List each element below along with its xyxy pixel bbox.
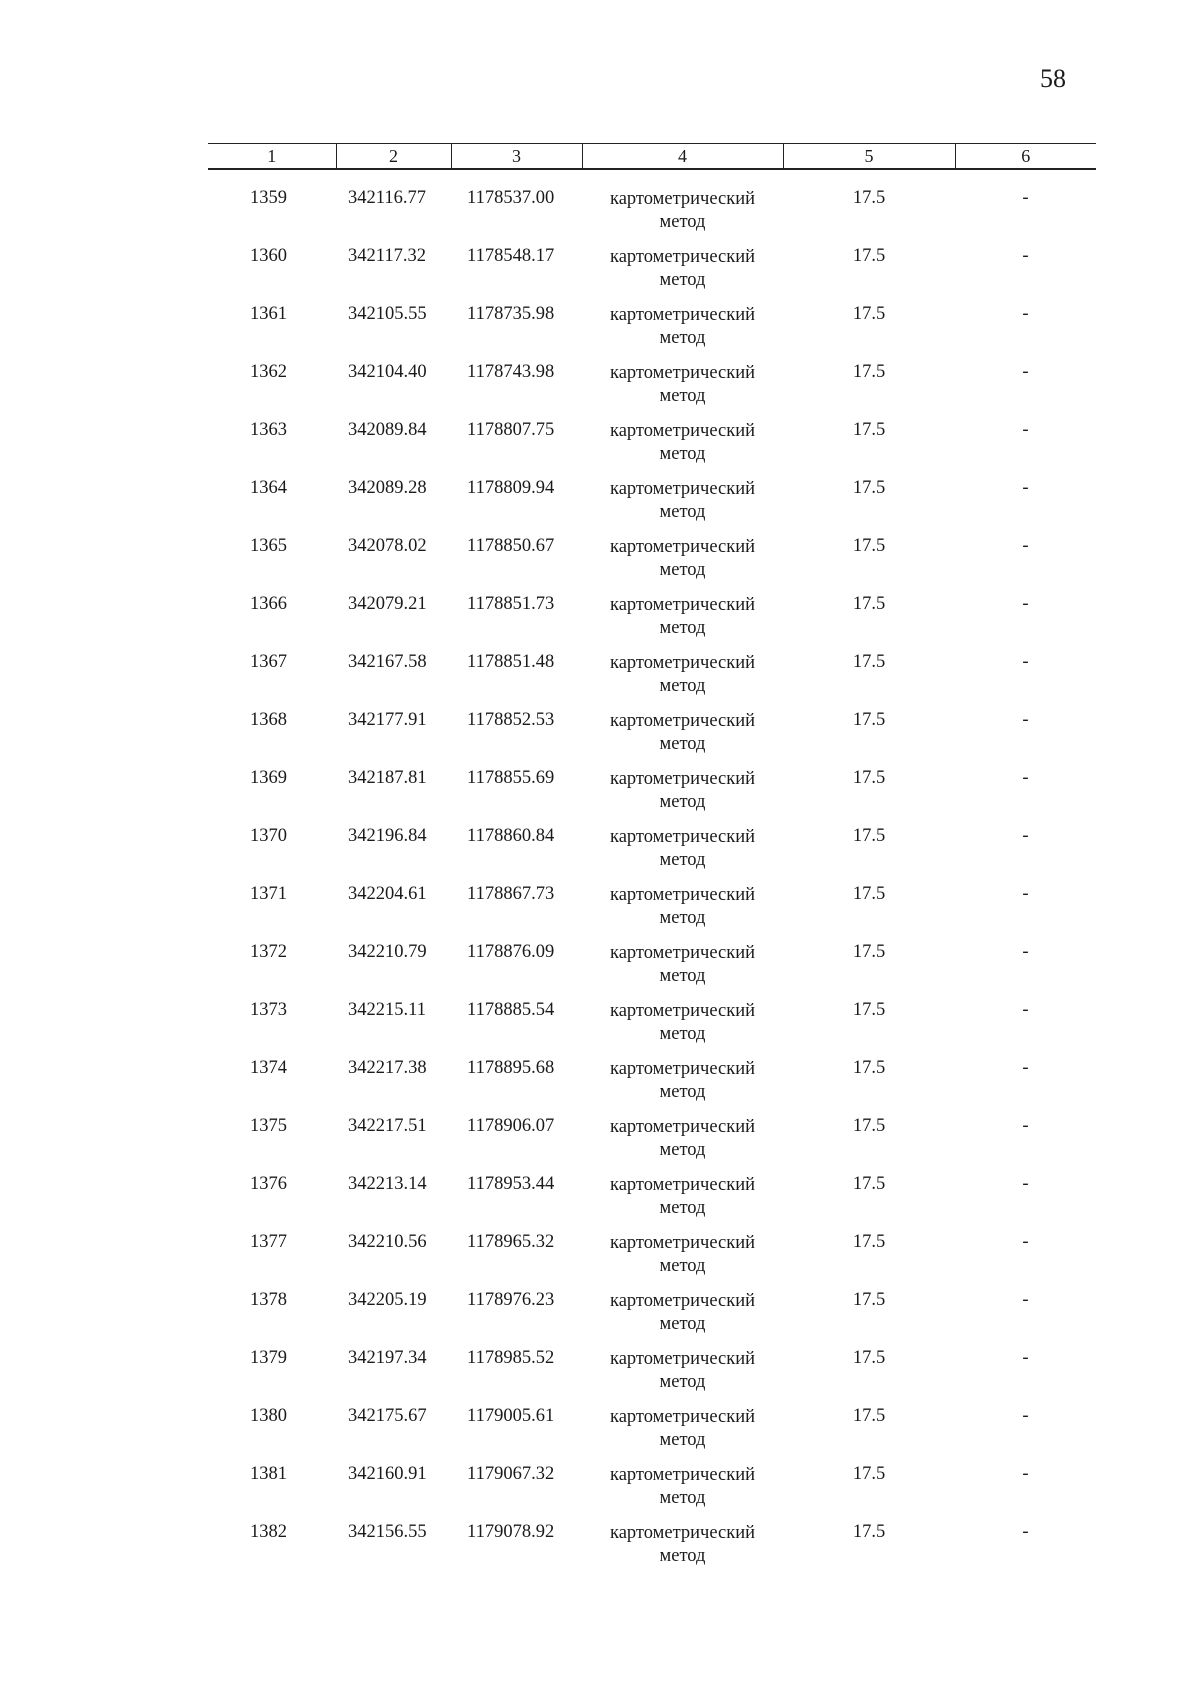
note-cell: - [1022, 1290, 1029, 1310]
y-coordinate-cell: 1178860.84 [467, 826, 555, 846]
method-cell [582, 246, 783, 304]
method-cell [582, 1232, 783, 1290]
method-line-1: картометрический [609, 247, 756, 267]
method-cell [582, 169, 783, 246]
point-number-cell: 1359 [250, 188, 287, 208]
note-cell: - [1022, 246, 1029, 266]
accuracy-cell: 17.5 [852, 768, 886, 788]
method-line-2: метод [659, 1140, 706, 1160]
accuracy-cell: 17.5 [852, 1000, 886, 1020]
point-number-cell: 1382 [250, 1522, 287, 1542]
table-row [208, 594, 1096, 652]
table-row [208, 1464, 1096, 1522]
y-coordinate-cell: 1179067.32 [467, 1464, 555, 1484]
y-coordinate-cell: 1178976.23 [467, 1290, 555, 1310]
point-number-cell: 1380 [250, 1406, 287, 1426]
x-coordinate-cell: 342156.55 [348, 1522, 427, 1542]
x-coordinate-cell: 342079.21 [348, 594, 427, 614]
table-row [208, 478, 1096, 536]
accuracy-cell: 17.5 [852, 362, 886, 382]
point-number-cell: 1363 [250, 420, 287, 440]
method-line-1: картометрический [609, 1465, 756, 1485]
note-cell: - [1022, 1464, 1029, 1484]
x-coordinate-cell: 342089.28 [348, 478, 427, 498]
note-cell: - [1022, 1000, 1029, 1020]
header-row [208, 144, 1096, 170]
method-line-1: картометрический [609, 653, 756, 673]
x-coordinate-cell: 342117.32 [348, 246, 426, 266]
method-cell [582, 652, 783, 710]
point-number-cell: 1379 [250, 1348, 287, 1368]
table-header [208, 144, 1096, 170]
method-line-2: метод [659, 1488, 706, 1508]
note-cell: - [1022, 1058, 1029, 1078]
y-coordinate-cell: 1178850.67 [467, 536, 555, 556]
y-coordinate-cell: 1178876.09 [467, 942, 555, 962]
x-coordinate-cell: 342105.55 [348, 304, 427, 324]
column-header-3: 3 [451, 144, 582, 170]
x-coordinate-cell: 342187.81 [348, 768, 427, 788]
y-coordinate-cell: 1179078.92 [467, 1522, 555, 1542]
method-line-2: метод [659, 560, 706, 580]
column-header-4: 4 [582, 144, 783, 170]
method-line-1: картометрический [609, 1059, 756, 1079]
x-coordinate-cell: 342160.91 [348, 1464, 427, 1484]
point-number-cell: 1381 [250, 1464, 287, 1484]
method-line-1: картометрический [609, 827, 756, 847]
accuracy-cell: 17.5 [852, 1406, 886, 1426]
y-coordinate-cell: 1178985.52 [467, 1348, 555, 1368]
table-row [208, 1406, 1096, 1464]
accuracy-cell: 17.5 [852, 826, 886, 846]
method-line-1: картометрический [609, 421, 756, 441]
x-coordinate-cell: 342215.11 [348, 1000, 426, 1020]
note-cell: - [1022, 304, 1029, 324]
page-number: 58 [1040, 64, 1066, 93]
x-coordinate-cell: 342089.84 [348, 420, 427, 440]
method-cell [582, 536, 783, 594]
point-number-cell: 1376 [250, 1174, 287, 1194]
method-line-2: метод [659, 676, 706, 696]
table-row [208, 420, 1096, 478]
y-coordinate-cell: 1178807.75 [467, 420, 555, 440]
note-cell: - [1022, 594, 1029, 614]
point-number-cell: 1365 [250, 536, 287, 556]
method-cell [582, 826, 783, 884]
table-row [208, 1290, 1096, 1348]
note-cell: - [1022, 536, 1029, 556]
x-coordinate-cell: 342217.38 [348, 1058, 427, 1078]
table-row [208, 1058, 1096, 1116]
table-row [208, 1522, 1096, 1580]
note-cell: - [1022, 942, 1029, 962]
x-coordinate-cell: 342116.77 [348, 188, 426, 208]
y-coordinate-cell: 1178743.98 [467, 362, 555, 382]
point-number-cell: 1377 [250, 1232, 287, 1252]
method-line-2: метод [659, 1430, 706, 1450]
method-line-1: картометрический [609, 595, 756, 615]
x-coordinate-cell: 342175.67 [348, 1406, 427, 1426]
method-line-2: метод [659, 1372, 706, 1392]
method-cell [582, 420, 783, 478]
method-line-2: метод [659, 386, 706, 406]
y-coordinate-cell: 1178735.98 [467, 304, 555, 324]
coordinates-table [208, 143, 1096, 1580]
table-row [208, 304, 1096, 362]
y-coordinate-cell: 1178537.00 [467, 188, 555, 208]
method-line-1: картометрический [609, 1117, 756, 1137]
method-line-1: картометрический [609, 769, 756, 789]
point-number-cell: 1372 [250, 942, 287, 962]
accuracy-cell: 17.5 [852, 710, 886, 730]
method-line-2: метод [659, 1314, 706, 1334]
table-row [208, 884, 1096, 942]
method-cell [582, 1290, 783, 1348]
column-header-1: 1 [208, 144, 336, 170]
note-cell: - [1022, 1174, 1029, 1194]
method-line-1: картометрический [609, 711, 756, 731]
method-cell [582, 884, 783, 942]
accuracy-cell: 17.5 [852, 304, 886, 324]
accuracy-cell: 17.5 [852, 1348, 886, 1368]
point-number-cell: 1362 [250, 362, 287, 382]
method-line-1: картометрический [609, 363, 756, 383]
x-coordinate-cell: 342177.91 [348, 710, 427, 730]
note-cell: - [1022, 768, 1029, 788]
point-number-cell: 1374 [250, 1058, 287, 1078]
accuracy-cell: 17.5 [852, 1290, 886, 1310]
accuracy-cell: 17.5 [852, 1058, 886, 1078]
method-line-1: картометрический [609, 537, 756, 557]
method-cell [582, 710, 783, 768]
method-line-2: метод [659, 966, 706, 986]
note-cell: - [1022, 1232, 1029, 1252]
method-line-2: метод [659, 444, 706, 464]
x-coordinate-cell: 342210.79 [348, 942, 427, 962]
y-coordinate-cell: 1178885.54 [467, 1000, 555, 1020]
y-coordinate-cell: 1178953.44 [467, 1174, 555, 1194]
x-coordinate-cell: 342167.58 [348, 652, 427, 672]
note-cell: - [1022, 1522, 1029, 1542]
method-cell [582, 1174, 783, 1232]
note-cell: - [1022, 884, 1029, 904]
x-coordinate-cell: 342205.19 [348, 1290, 427, 1310]
accuracy-cell: 17.5 [852, 478, 886, 498]
y-coordinate-cell: 1178895.68 [467, 1058, 555, 1078]
method-line-2: метод [659, 850, 706, 870]
method-line-2: метод [659, 1024, 706, 1044]
method-line-1: картометрический [609, 1349, 756, 1369]
note-cell: - [1022, 1406, 1029, 1426]
accuracy-cell: 17.5 [852, 1116, 886, 1136]
y-coordinate-cell: 1178867.73 [467, 884, 555, 904]
y-coordinate-cell: 1178852.53 [467, 710, 555, 730]
table-row [208, 169, 1096, 246]
method-line-1: картометрический [609, 943, 756, 963]
y-coordinate-cell: 1178548.17 [467, 246, 555, 266]
method-line-1: картометрический [609, 1407, 756, 1427]
y-coordinate-cell: 1178851.73 [467, 594, 555, 614]
accuracy-cell: 17.5 [852, 1464, 886, 1484]
table-row [208, 710, 1096, 768]
method-line-2: метод [659, 1256, 706, 1276]
table-row [208, 1348, 1096, 1406]
accuracy-cell: 17.5 [852, 246, 886, 266]
method-line-2: метод [659, 1198, 706, 1218]
method-cell [582, 1000, 783, 1058]
accuracy-cell: 17.5 [852, 884, 886, 904]
accuracy-cell: 17.5 [852, 652, 886, 672]
method-line-2: метод [659, 734, 706, 754]
point-number-cell: 1375 [250, 1116, 287, 1136]
point-number-cell: 1369 [250, 768, 287, 788]
method-line-1: картометрический [609, 1523, 756, 1543]
note-cell: - [1022, 420, 1029, 440]
y-coordinate-cell: 1178906.07 [467, 1116, 555, 1136]
method-cell [582, 478, 783, 536]
table-row [208, 362, 1096, 420]
note-cell: - [1022, 826, 1029, 846]
point-number-cell: 1368 [250, 710, 287, 730]
method-line-1: картометрический [609, 189, 756, 209]
method-cell [582, 768, 783, 826]
coordinates-table-container [208, 143, 1096, 1580]
table-row [208, 246, 1096, 304]
x-coordinate-cell: 342217.51 [348, 1116, 427, 1136]
note-cell: - [1022, 362, 1029, 382]
method-line-1: картометрический [609, 1291, 756, 1311]
point-number-cell: 1361 [250, 304, 287, 324]
table-row [208, 536, 1096, 594]
x-coordinate-cell: 342196.84 [348, 826, 427, 846]
method-line-1: картометрический [609, 479, 756, 499]
table-row [208, 768, 1096, 826]
x-coordinate-cell: 342204.61 [348, 884, 427, 904]
method-cell [582, 304, 783, 362]
point-number-cell: 1367 [250, 652, 287, 672]
y-coordinate-cell: 1178965.32 [467, 1232, 555, 1252]
point-number-cell: 1364 [250, 478, 287, 498]
note-cell: - [1022, 1348, 1029, 1368]
point-number-cell: 1378 [250, 1290, 287, 1310]
note-cell: - [1022, 1116, 1029, 1136]
note-cell: - [1022, 652, 1029, 672]
table-row [208, 1000, 1096, 1058]
method-line-1: картометрический [609, 885, 756, 905]
accuracy-cell: 17.5 [852, 1232, 886, 1252]
point-number-cell: 1373 [250, 1000, 287, 1020]
method-line-1: картометрический [609, 1001, 756, 1021]
note-cell: - [1022, 188, 1029, 208]
y-coordinate-cell: 1178855.69 [467, 768, 555, 788]
point-number-cell: 1366 [250, 594, 287, 614]
x-coordinate-cell: 342213.14 [348, 1174, 427, 1194]
method-line-1: картометрический [609, 1233, 756, 1253]
method-cell [582, 1522, 783, 1580]
method-line-2: метод [659, 1082, 706, 1102]
method-line-2: метод [659, 270, 706, 290]
method-cell [582, 1464, 783, 1522]
column-header-5: 5 [783, 144, 955, 170]
accuracy-cell: 17.5 [852, 536, 886, 556]
y-coordinate-cell: 1178851.48 [467, 652, 555, 672]
method-cell [582, 1058, 783, 1116]
method-cell [582, 1406, 783, 1464]
point-number-cell: 1360 [250, 246, 287, 266]
method-line-2: метод [659, 502, 706, 522]
method-line-2: метод [659, 328, 706, 348]
method-cell [582, 594, 783, 652]
x-coordinate-cell: 342104.40 [348, 362, 427, 382]
accuracy-cell: 17.5 [852, 1174, 886, 1194]
note-cell: - [1022, 710, 1029, 730]
method-cell [582, 942, 783, 1000]
note-cell: - [1022, 478, 1029, 498]
table-row [208, 1174, 1096, 1232]
table-row [208, 1116, 1096, 1174]
method-line-1: картометрический [609, 1175, 756, 1195]
table-row [208, 826, 1096, 884]
point-number-cell: 1371 [250, 884, 287, 904]
x-coordinate-cell: 342197.34 [348, 1348, 427, 1368]
accuracy-cell: 17.5 [852, 420, 886, 440]
y-coordinate-cell: 1178809.94 [467, 478, 555, 498]
x-coordinate-cell: 342078.02 [348, 536, 427, 556]
accuracy-cell: 17.5 [852, 1522, 886, 1542]
method-line-2: метод [659, 792, 706, 812]
column-header-2: 2 [336, 144, 451, 170]
accuracy-cell: 17.5 [852, 594, 886, 614]
method-cell [582, 1348, 783, 1406]
table-row [208, 652, 1096, 710]
accuracy-cell: 17.5 [852, 188, 886, 208]
table-row [208, 1232, 1096, 1290]
method-cell [582, 362, 783, 420]
y-coordinate-cell: 1179005.61 [467, 1406, 555, 1426]
table-body [208, 169, 1096, 1580]
accuracy-cell: 17.5 [852, 942, 886, 962]
method-line-2: метод [659, 212, 706, 232]
method-line-2: метод [659, 908, 706, 928]
x-coordinate-cell: 342210.56 [348, 1232, 427, 1252]
method-line-1: картометрический [609, 305, 756, 325]
method-cell [582, 1116, 783, 1174]
point-number-cell: 1370 [250, 826, 287, 846]
method-line-2: метод [659, 1546, 706, 1566]
method-line-2: метод [659, 618, 706, 638]
column-header-6: 6 [955, 144, 1096, 170]
table-row [208, 942, 1096, 1000]
